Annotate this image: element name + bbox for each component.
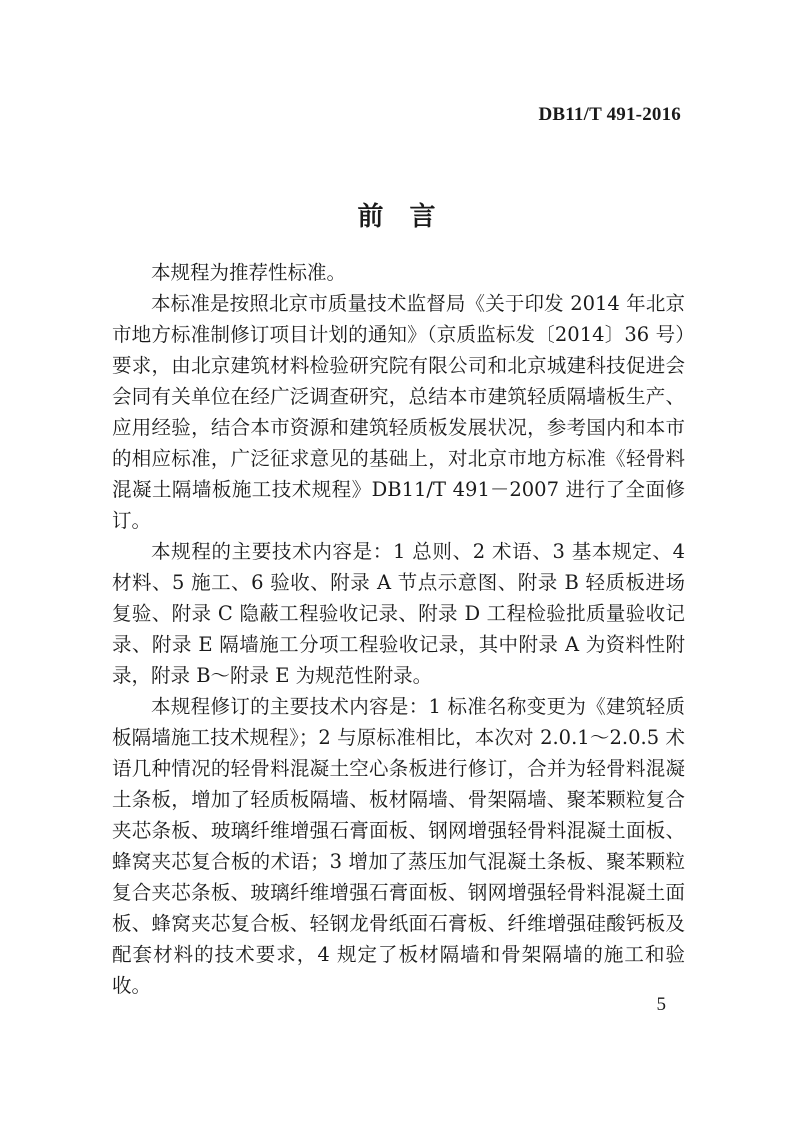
body-text — [112, 257, 685, 1001]
section-title: 前言 — [357, 202, 462, 232]
document-code: DB11/T 491-2016 — [538, 104, 681, 125]
paragraph-2: 本标准是按照北京市质量技术监督局《关于印发 2014 年北京市地方标准制修订项目计划的通知》（京质监标发〔2014〕36 号）要求，由北京建筑材料检验研究院有限公司和北京城建科技促进会会同有关单位在经广泛调查研究，总结本市建筑轻质隔墙板生产、应用经验，结合本市资源和建筑轻质板发展状况，参考国内和本市的相应标准，广泛征求意见的基础上，对北京市地方标准《轻骨料混凝土隔墙板施工技术规程》DB11/T 491－2007 进行了全面修订。 — [112, 292, 685, 532]
page-number: 5 — [656, 994, 666, 1015]
paragraph-3: 本规程的主要技术内容是：1 总则、2 术语、3 基本规定、4 材料、5 施工、6 验收、附录 A 节点示意图、附录 B 轻质板进场复验、附录 C 隐蔽工程验收记录、附录 D 工程检验批质量验收记录、附录 E 隔墙施工分项工程验收记录，其中附录 A 为资料性附录，附录 B～附录 E 为规范性附录。 — [112, 540, 685, 687]
paragraph-4: 本规程修订的主要技术内容是：1 标准名称变更为《建筑轻质板隔墙施工技术规程》；2 与原标准相比，本次对 2.0.1～2.0.5 术语几种情况的轻骨料混凝土空心条板进行修订，合并为轻骨料混凝土条板，增加了轻质板隔墙、板材隔墙、骨架隔墙、聚苯颗粒复合夹芯条板、玻璃纤维增强石膏面板、钢网增强轻骨料混凝土面板、蜂窝夹芯复合板的术语；3 增加了蒸压加气混凝土条板、聚苯颗粒复合夹芯条板、玻璃纤维增强石膏面板、钢网增强轻骨料混凝土面板、蜂窝夹芯复合板、轻钢龙骨纸面石膏板、纤维增强硅酸钙板及配套材料的技术要求，4 规定了板材隔墙和骨架隔墙的施工和验收。 — [112, 695, 685, 997]
paragraph-1: 本规程为推荐性标准。 — [151, 261, 347, 284]
